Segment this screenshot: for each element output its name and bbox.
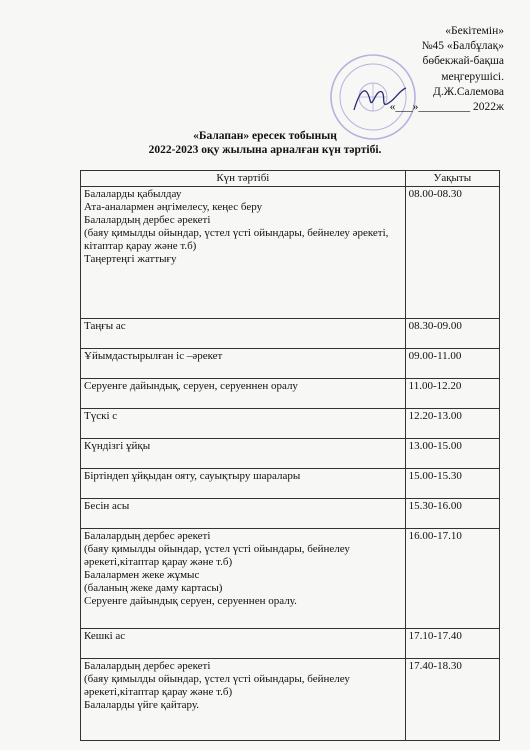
title-line-1: «Балапан» ересек тобының (193, 130, 337, 142)
activity-cell (81, 499, 406, 529)
activity-cell (81, 659, 406, 741)
table-row (81, 659, 500, 741)
activity-cell (81, 469, 406, 499)
header-activity: Күн тәртібі (81, 171, 406, 187)
activity-line: (баяу қимылды ойындар, үстел үсті ойындары, бейнелеу әрекеті,кітаптар қарау және т.б) (84, 673, 350, 698)
activity-line: Біртіндеп ұйқыдан ояту, сауықтыру шаралары (84, 470, 301, 482)
activity-line: Күндізгі ұйқы (84, 440, 151, 452)
activity-cell (81, 187, 406, 319)
approval-line: «___»_________ 2022ж (389, 101, 504, 114)
activity-line: Серуенге дайындық, серуен, серуеннен оралу (84, 380, 298, 392)
table-row (81, 439, 500, 469)
activity-line: Ұйымдастырылған іс –әрекет (84, 350, 223, 362)
schedule-table (80, 170, 500, 741)
table-row (81, 529, 500, 629)
table-row (81, 629, 500, 659)
time-cell: 17.10-17.40 (405, 629, 499, 659)
activity-line: Балалармен жеке жұмыс (84, 569, 200, 581)
activity-cell (81, 349, 406, 379)
activity-line: Балаларды қабылдау (84, 188, 182, 200)
table-row (81, 379, 500, 409)
activity-line: Серуенге дайындық серуен, серуеннен оралу. (84, 595, 297, 607)
table-row (81, 469, 500, 499)
time-cell: 15.00-15.30 (405, 469, 499, 499)
activity-cell (81, 529, 406, 629)
approval-line: меңгерушісі. (441, 70, 504, 83)
table-row (81, 187, 500, 319)
time-cell: 09.00-11.00 (405, 349, 499, 379)
table-row (81, 349, 500, 379)
table-row (81, 499, 500, 529)
activity-line: Балалардың дербес әрекеті (84, 214, 211, 226)
activity-line: Таңғы ас (84, 320, 126, 332)
header-time: Уақыты (405, 171, 499, 187)
activity-cell (81, 319, 406, 349)
title-line-2: 2022-2023 оқу жылына арналған күн тәртібі. (148, 144, 382, 156)
time-cell: 12.20-13.00 (405, 409, 499, 439)
activity-line: Кешкі ас (84, 630, 126, 642)
table-row (81, 319, 500, 349)
time-cell: 13.00-15.00 (405, 439, 499, 469)
activity-line: Таңертеңгі жаттығу (84, 253, 177, 265)
page-title (0, 129, 530, 157)
time-cell: 08.30-09.00 (405, 319, 499, 349)
time-cell: 17.40-18.30 (405, 659, 499, 741)
activity-line: (баяу қимылды ойындар, үстел үсті ойындары, бейнелеу әрекеті,кітаптар қарау және т.б) (84, 543, 350, 568)
activity-cell (81, 439, 406, 469)
activity-cell (81, 379, 406, 409)
approval-block (390, 24, 504, 115)
approval-line: бөбекжай-бақша (422, 55, 504, 68)
activity-line: Ата-аналармен әңгімелесу, кеңес беру (84, 201, 263, 213)
activity-line: (баланың жеке даму картасы) (84, 582, 223, 594)
time-cell: 16.00-17.10 (405, 529, 499, 629)
activity-cell (81, 409, 406, 439)
approval-line: «Бекітемін» (445, 25, 504, 37)
activity-line: Балалардың дербес әрекеті (84, 660, 211, 672)
approval-line: Д.Ж.Салемова (432, 85, 504, 98)
activity-cell (81, 629, 406, 659)
table-header-row (81, 171, 500, 187)
time-cell: 11.00-12.20 (405, 379, 499, 409)
time-cell: 08.00-08.30 (405, 187, 499, 319)
activity-line: Бесін асы (84, 500, 130, 512)
activity-line: (баяу қимылды ойындар, үстел үсті ойындары, бейнелеу әрекеті, кітаптар қарау және т.б) (84, 227, 389, 252)
activity-line: Түскі с (84, 410, 118, 422)
schedule-body (81, 187, 500, 741)
time-cell: 15.30-16.00 (405, 499, 499, 529)
activity-line: Балаларды үйге қайтару. (84, 699, 200, 711)
approval-line: №45 «Балбұлақ» (421, 40, 504, 53)
activity-line: Балалардың дербес әрекеті (84, 530, 211, 542)
table-row (81, 409, 500, 439)
